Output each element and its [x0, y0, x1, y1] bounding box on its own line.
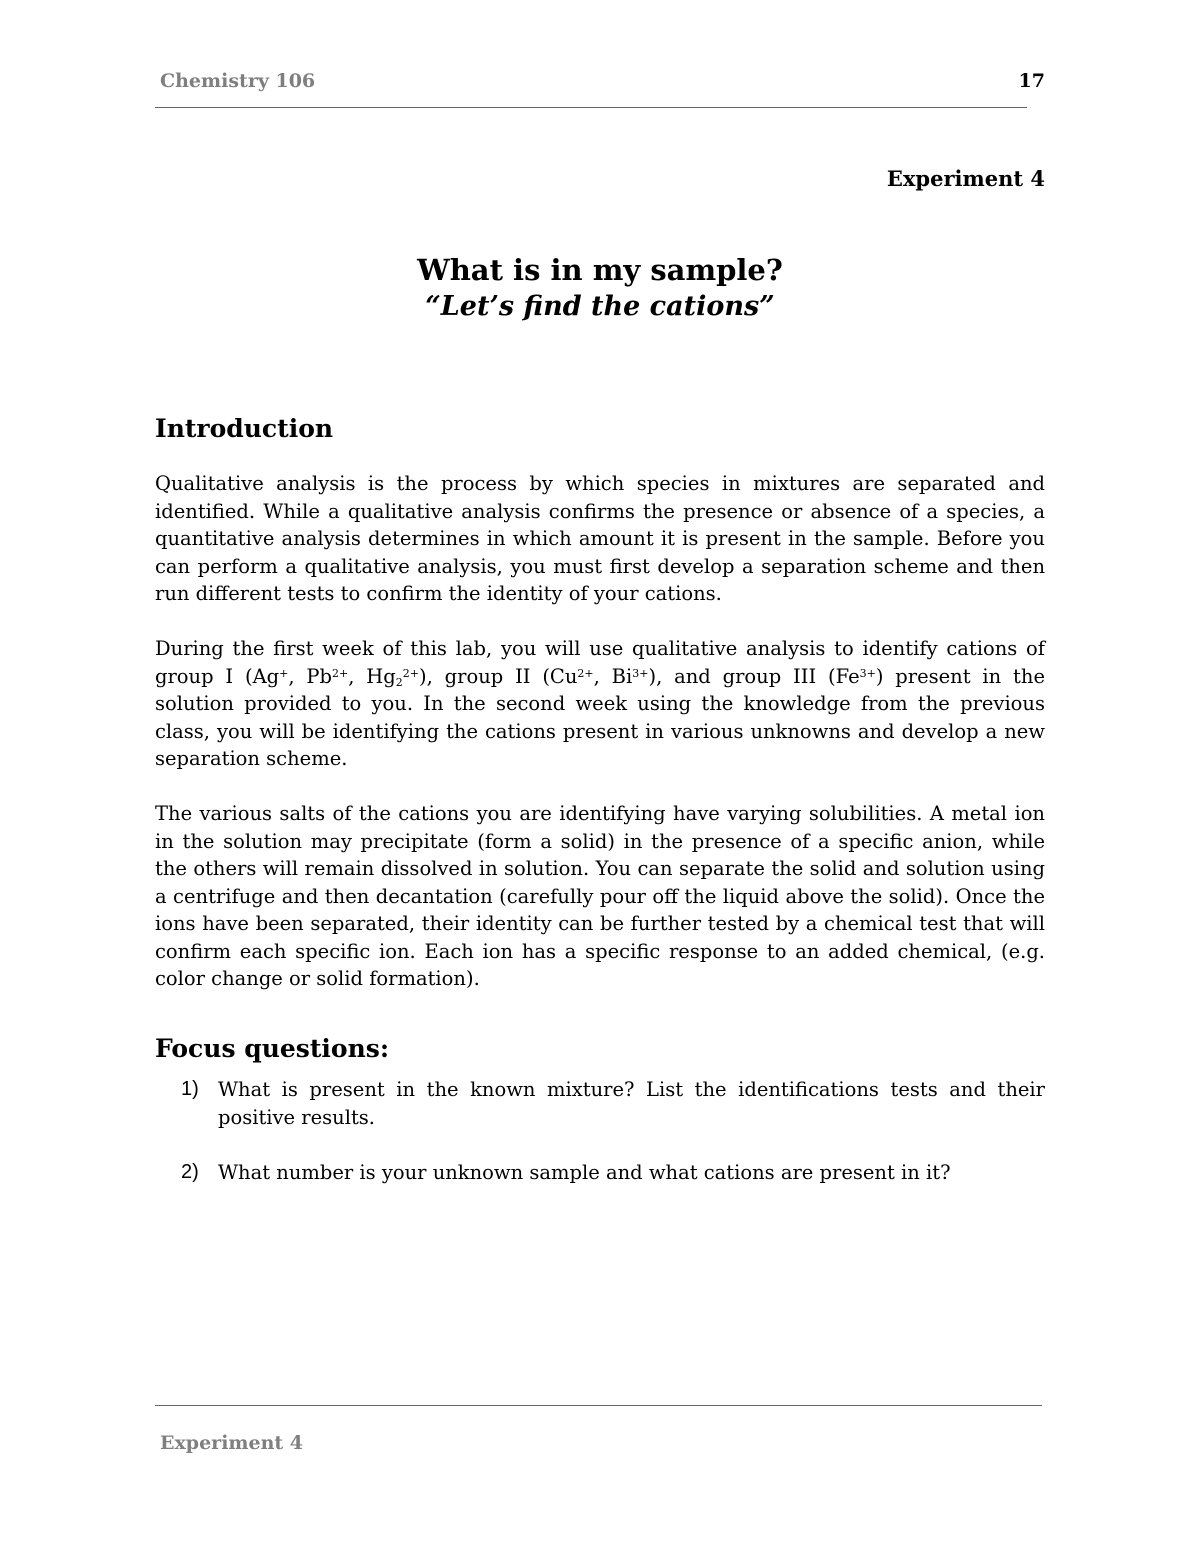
header-course-title: Chemistry 106 [160, 70, 316, 92]
hg-subscript: 2 [395, 675, 403, 689]
intro-paragraph-1: Qualitative analysis is the process by which species in mixtures are separated and identified. While a qualitative analysis confirms the presence or absence of a species, a quantitative analysis determines in which amount it is present in the sample. Before you can perform a qualitative analysis, you must first develop a separation scheme and then run different tests to confirm the identity of your cations. [155, 472, 1045, 605]
p2-text: ), group II (Cu [419, 664, 578, 688]
bi-charge: 3+ [632, 666, 649, 680]
cu-charge: 2+ [577, 666, 594, 680]
experiment-label: Experiment 4 [886, 166, 1045, 191]
hg-charge: 2+ [402, 666, 419, 680]
footer-experiment-label: Experiment 4 [160, 1432, 304, 1454]
intro-paragraph-2 [155, 635, 1045, 773]
header-divider [155, 107, 1027, 108]
header-page-number: 17 [1018, 70, 1045, 92]
page-title: What is in my sample? [417, 253, 783, 287]
p2-text: During the first week of this lab, you will use qualitative analysis to identify cations of group I (Ag [155, 637, 1045, 688]
p2-text: , Bi [593, 664, 633, 688]
intro-paragraph-3: The various salts of the cations you are identifying have varying solubilities. A metal ion in the solution may precipitate (form a solid) in the presence of a specific anion, while the others will remain dissolved in solution. You can separate the solid and solution using a centrifuge and then decantation (carefully pour off the liquid above the solid). Once the ions have been separated, their identity can be further tested by a chemical test that will confirm each specific ion. Each ion has a specific response to an added chemical, (e.g. color change or solid formation). [155, 802, 1045, 990]
question-number: 2) [181, 1160, 199, 1183]
focus-questions-heading: Focus questions: [155, 1034, 390, 1063]
pb-charge: 2+ [332, 666, 349, 680]
focus-questions-list [155, 1076, 1045, 1214]
question-text: What number is your unknown sample and what cations are present in it? [218, 1160, 951, 1184]
ag-charge: + [279, 666, 289, 680]
p2-text: , Pb [288, 664, 333, 688]
introduction-body [155, 470, 1045, 1020]
question-text: What is present in the known mixture? List the identifications tests and their positive results. [218, 1078, 1045, 1129]
introduction-heading: Introduction [155, 414, 334, 443]
list-item [155, 1076, 1045, 1131]
fe-charge: 3+ [859, 666, 876, 680]
page-subtitle: “Let’s find the cations” [425, 291, 775, 322]
question-number: 1) [181, 1078, 199, 1100]
p2-text: ) present in the solution provided to you. In the second week using the knowledge from the previous class, you will be identifying the cations present in various unknowns and develop a new separation scheme. [155, 664, 1045, 770]
p2-text: , Hg [348, 664, 396, 688]
list-item [155, 1159, 1045, 1187]
footer-divider [155, 1405, 1042, 1406]
p2-text: ), and group III (Fe [648, 664, 860, 688]
